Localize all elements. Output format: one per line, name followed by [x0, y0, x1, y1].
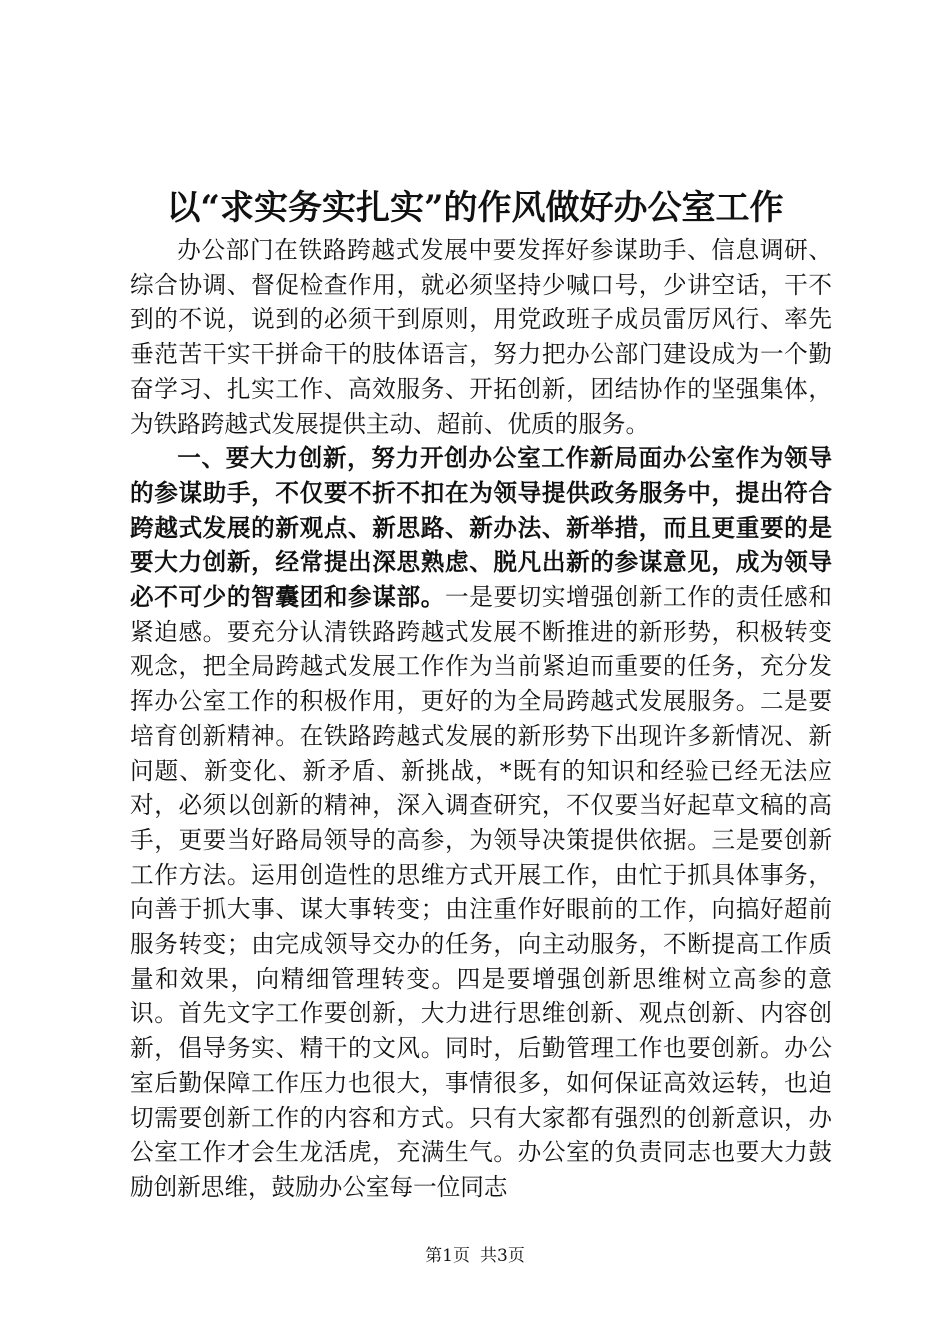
document-body: [130, 233, 832, 1205]
paragraph-intro: 办公部门在铁路跨越式发展中要发挥好参谋助手、信息调研、综合协调、督促检查作用，就必须坚持少喊口号，少讲空话，干不到的不说，说到的必须干到原则，用党政班子成员雷厉风行、率先垂范苦干实干拼命干的肢体语言，努力把办公部门建设成为一个勤奋学习、扎实工作、高效服务、开拓创新，团结协作的坚强集体，为铁路跨越式发展提供主动、超前、优质的服务。: [130, 236, 832, 438]
page-total: 共3页: [480, 1246, 525, 1266]
page-number: 第1页: [425, 1246, 470, 1266]
page-footer: [0, 1244, 950, 1268]
paragraph-section-one: [130, 441, 832, 1204]
section-body: 一是要切实增强创新工作的责任感和紧迫感。要充分认清铁路跨越式发展不断推进的新形势，积极转变观念，把全局跨越式发展工作作为当前紧迫而重要的任务，充分发挥办公室工作的积极作用，更好的为全局跨越式发展服务。二是要培育创新精神。在铁路跨越式发展的新形势下出现许多新情况、新问题、新变化、新矛盾、新挑战，*既有的知识和经验已经无法应对，必须以创新的精神，深入调查研究，不仅要当好起草文稿的高手，更要当好路局领导的高参，为领导决策提供依据。三是要创新工作方法。运用创造性的思维方式开展工作，由忙于抓具体事务，向善于抓大事、谋大事转变；由注重作好眼前的工作，向搞好超前服务转变；由完成领导交办的任务，向主动服务，不断提高工作质量和效果，向精细管理转变。四是要增强创新思维树立高参的意识。首先文字工作要创新，大力进行思维创新、观点创新、内容创新，倡导务实、精干的文风。同时，后勤管理工作也要创新。办公室后勤保障工作压力也很大，事情很多，如何保证高效运转，也迫切需要创新工作的内容和方式。只有大家都有强烈的创新意识，办公室工作才会生龙活虎，充满生气。办公室的负责同志也要大力鼓励创新思维，鼓励办公室每一位同志: [130, 583, 833, 1201]
section-heading: 一、要大力创新，努力开创办公室工作新局面办公室作为领导的参谋助手，不仅要不折不扣在为领导提供政务服务中，提出符合跨越式发展的新观点、新思路、新办法、新举措，而且更重要的是要大力创新，经常提出深思熟虑、脱凡出新的参谋意见，成为领导必不可少的智囊团和参谋部。: [130, 444, 832, 612]
document-title: 以“求实务实扎实”的作风做好办公室工作: [166, 188, 784, 228]
